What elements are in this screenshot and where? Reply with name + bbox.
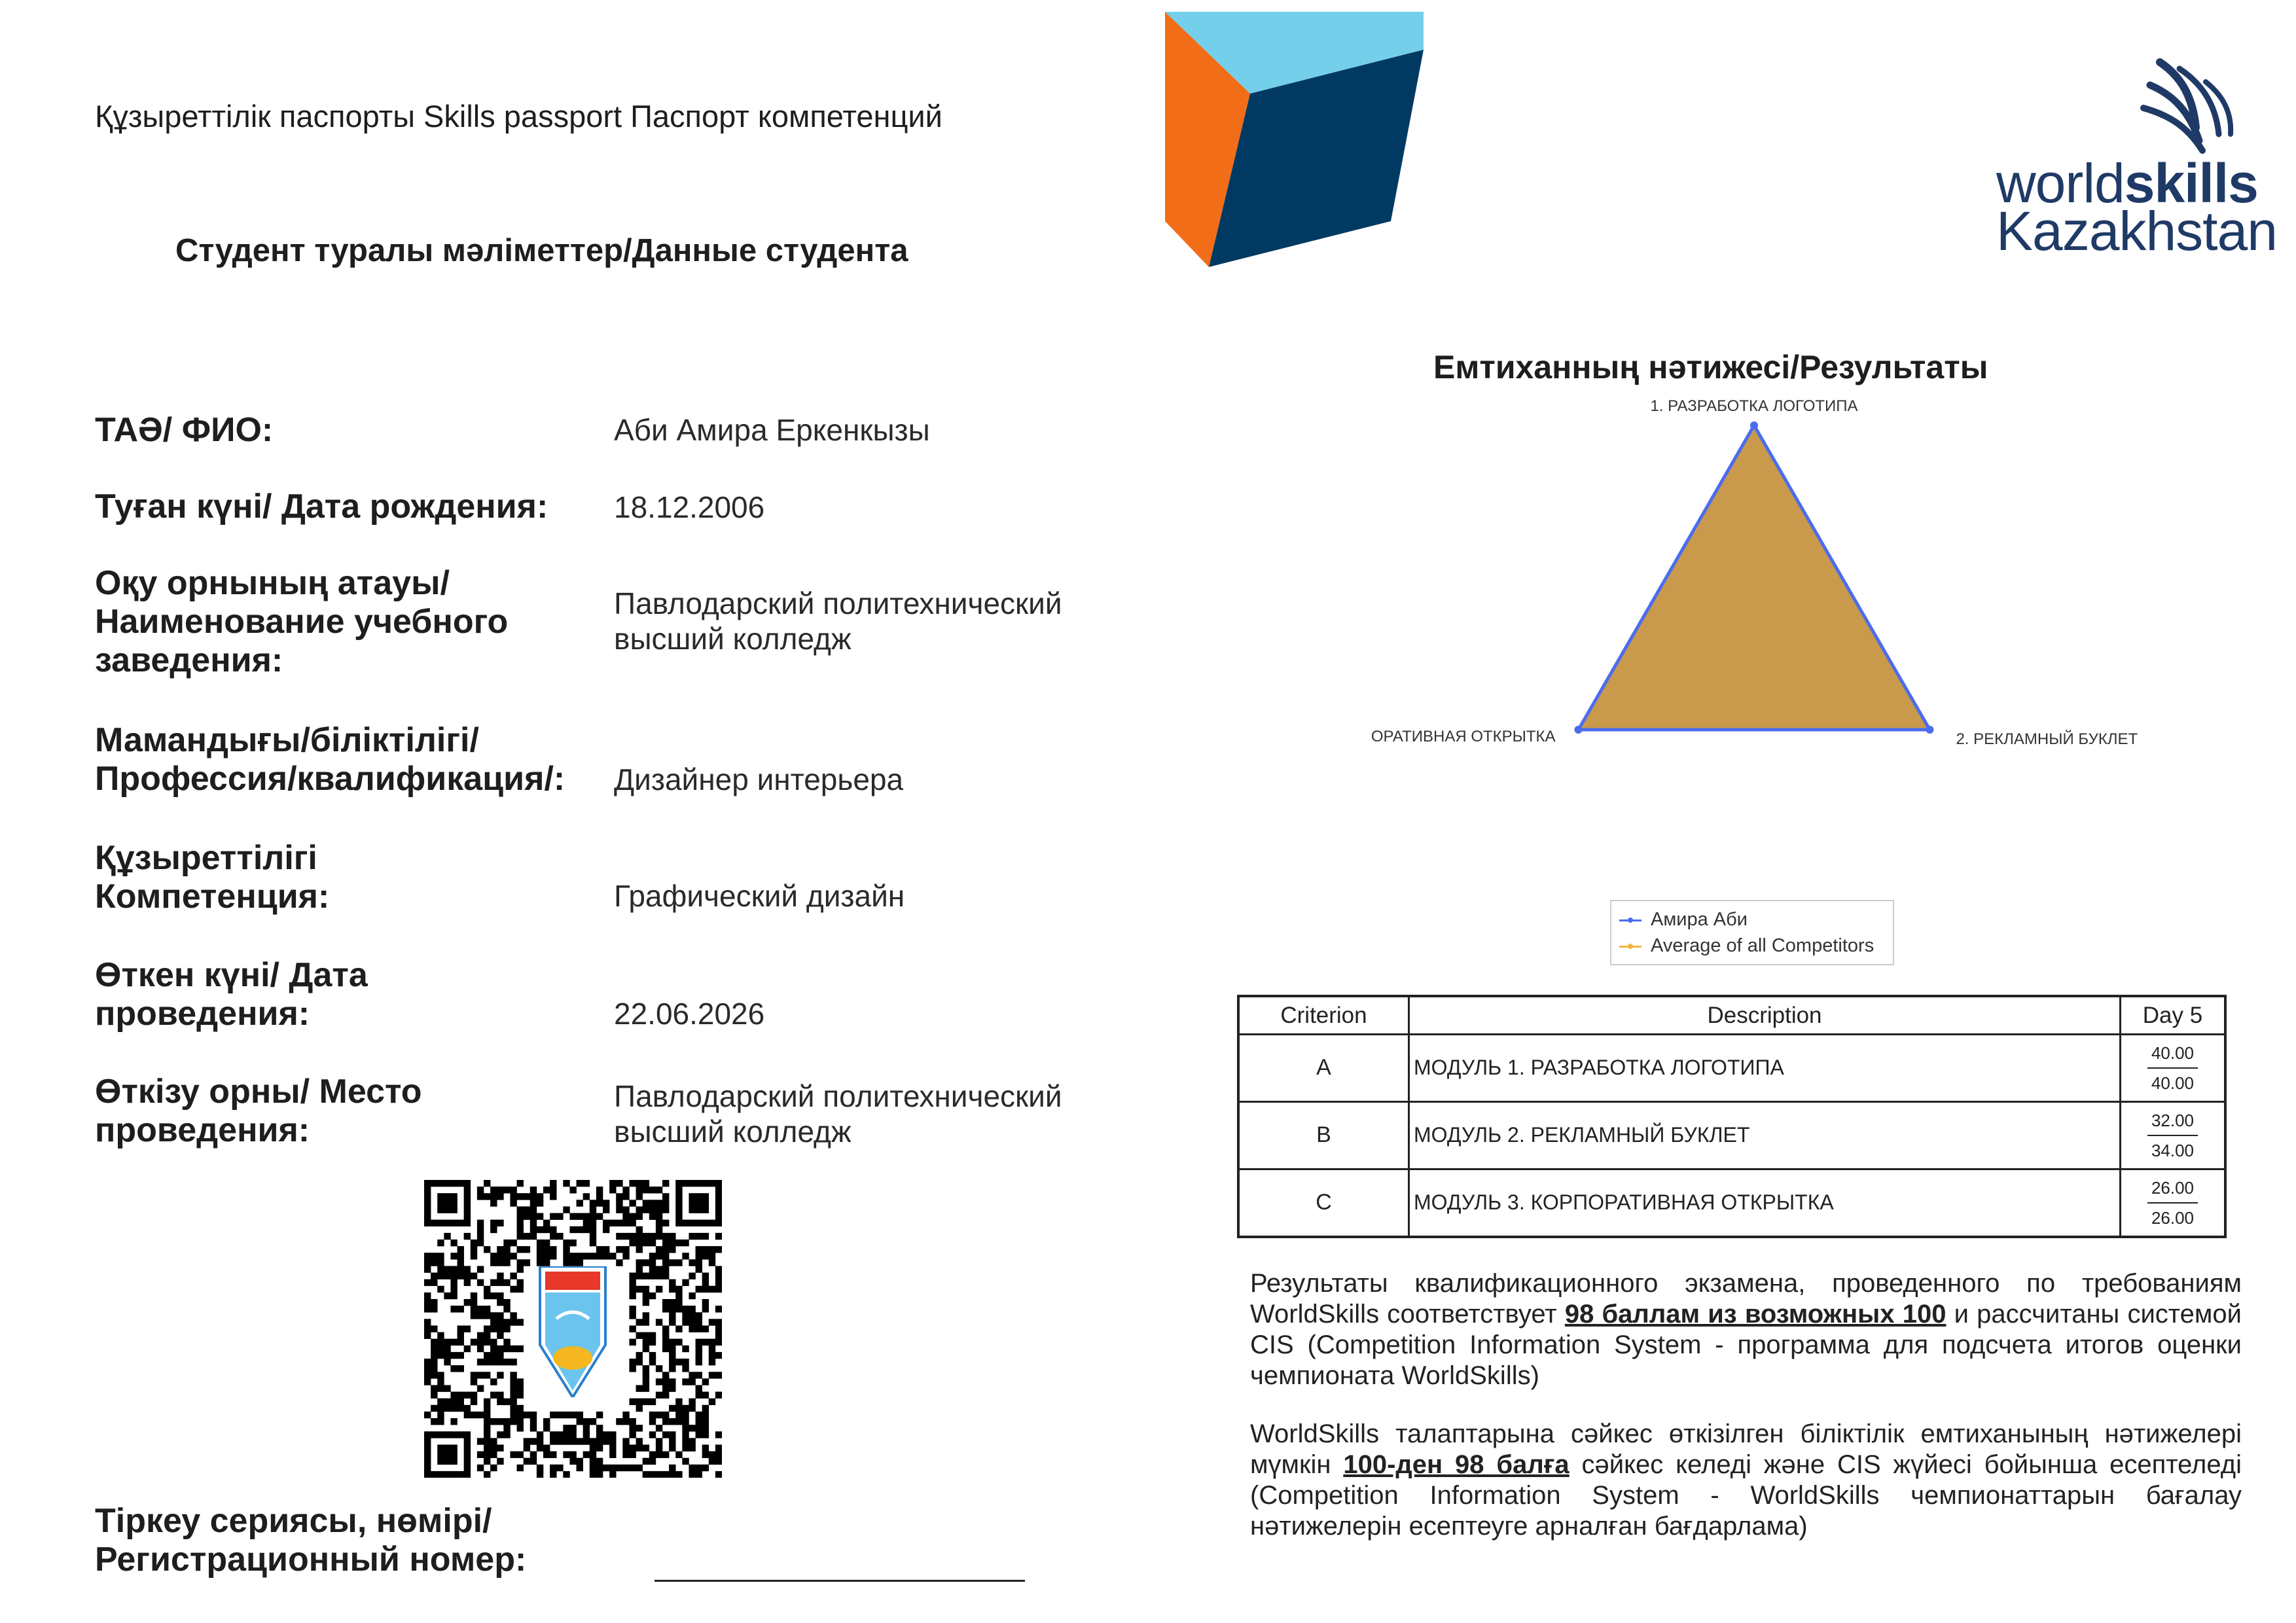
score-value: 32.00 bbox=[2147, 1106, 2198, 1136]
description-cell: МОДУЛЬ 2. РЕКЛАМНЫЙ БУКЛЕТ bbox=[1409, 1101, 2121, 1169]
field-value-exam-date: 22.06.2026 bbox=[614, 997, 765, 1031]
field-label-competence: Құзыреттілігі Компетенция: bbox=[95, 839, 330, 916]
table-row bbox=[1238, 1101, 2225, 1169]
field-label-profession: Мамандығы/біліктілігі/ Профессия/квалификация/: bbox=[95, 721, 565, 798]
table-row bbox=[1238, 1169, 2225, 1237]
student-point-2 bbox=[1926, 726, 1933, 734]
field-value-competence: Графический дизайн bbox=[614, 879, 905, 913]
legend-swatch-average bbox=[1619, 946, 1641, 948]
field-value-profession: Дизайнер интерьера bbox=[614, 762, 904, 796]
legend-label-average: Average of all Competitors bbox=[1651, 935, 1874, 956]
field-value-fio: Аби Амира Еркенкызы bbox=[614, 413, 930, 447]
results-note-kz bbox=[1250, 1419, 2242, 1542]
score-cell bbox=[2121, 1101, 2226, 1169]
results-note-ru bbox=[1250, 1268, 2242, 1391]
cube-logo bbox=[1165, 12, 1427, 267]
note-kz-text-1: WorldSkills талаптарына сәйкес өткізілген біліктілік емтиханының нәтижелері мүмкін bbox=[1250, 1419, 2242, 1479]
radar-axis-label-1: 1. РАЗРАБОТКА ЛОГОТИПА bbox=[1650, 397, 1858, 415]
column-header-criterion: Criterion bbox=[1238, 996, 1409, 1035]
note-ru-text-2: и рассчитаны системой CIS (Competition Information System - программа для подсчета итогов оценки чемпионата WorldSkills) bbox=[1250, 1300, 2242, 1390]
chart-legend bbox=[1610, 900, 1894, 965]
college-emblem-icon bbox=[533, 1266, 612, 1397]
column-header-description: Description bbox=[1409, 996, 2121, 1035]
logo-skills: skills bbox=[2124, 152, 2258, 214]
note-ru-score: 98 баллам из возможных 100 bbox=[1564, 1300, 1946, 1329]
passport-title: Құзыреттілік паспорты Skills passport Паспорт компетенций bbox=[95, 99, 942, 134]
criterion-cell: C bbox=[1238, 1169, 1409, 1237]
field-value-venue: Павлодарский политехнический высший колледж bbox=[614, 1079, 1062, 1149]
criterion-cell: A bbox=[1238, 1035, 1409, 1102]
field-value-birthdate: 18.12.2006 bbox=[614, 490, 765, 524]
table-row bbox=[1238, 1035, 2225, 1102]
results-table bbox=[1237, 995, 2227, 1238]
student-point-3 bbox=[1575, 726, 1583, 734]
registration-number-line[interactable] bbox=[655, 1580, 1025, 1582]
legend-item-student bbox=[1619, 909, 1748, 931]
score-value: 26.00 bbox=[2147, 1173, 2198, 1204]
note-kz-score: 100-ден 98 балға bbox=[1343, 1450, 1570, 1479]
description-cell: МОДУЛЬ 3. КОРПОРАТИВНАЯ ОТКРЫТКА bbox=[1409, 1169, 2121, 1237]
field-label-exam-date: Өткен күні/ Дата проведения: bbox=[95, 956, 368, 1033]
field-value-institution: Павлодарский политехнический высший колледж bbox=[614, 586, 1062, 656]
worldskills-swirl-icon bbox=[2134, 56, 2238, 160]
score-max: 34.00 bbox=[2151, 1140, 2195, 1160]
criterion-cell: B bbox=[1238, 1101, 1409, 1169]
series-area-average bbox=[1579, 425, 1930, 730]
results-heading: Емтиханның нәтижесі/Результаты bbox=[1433, 349, 1988, 385]
score-max: 40.00 bbox=[2151, 1073, 2195, 1093]
legend-item-average bbox=[1619, 935, 1874, 957]
radar-axis-label-3: ОРАТИВНАЯ ОТКРЫТКА bbox=[1371, 728, 1556, 745]
note-kz-text-2: сәйкес келеді және CIS жүйесі бойынша есептеледі (Competition Information System - WorldSkills чемпионаттарын бағалау нәтижелерін есептеуге арналған бағдарлама) bbox=[1250, 1450, 2242, 1541]
column-header-day5: Day 5 bbox=[2121, 996, 2226, 1035]
description-cell: МОДУЛЬ 1. РАЗРАБОТКА ЛОГОТИПА bbox=[1409, 1035, 2121, 1102]
score-cell bbox=[2121, 1169, 2226, 1237]
field-label-venue: Өткізу орны/ Место проведения: bbox=[95, 1073, 422, 1149]
score-max: 26.00 bbox=[2151, 1207, 2195, 1228]
logo-world: world bbox=[1996, 152, 2125, 214]
radar-axis-label-2: 2. РЕКЛАМНЫЙ БУКЛЕТ bbox=[1956, 730, 2138, 748]
legend-swatch-student bbox=[1619, 919, 1641, 921]
student-point-1 bbox=[1750, 421, 1758, 429]
score-value: 40.00 bbox=[2147, 1039, 2198, 1069]
score-cell bbox=[2121, 1035, 2226, 1102]
logo-kazakhstan: Kazakhstan bbox=[1996, 200, 2277, 262]
legend-label-student: Амира Аби bbox=[1651, 909, 1748, 930]
student-data-heading: Студент туралы мәліметтер/Данные студента bbox=[175, 233, 908, 268]
field-label-fio: ТАӘ/ ФИО: bbox=[95, 411, 274, 449]
registration-label: Тіркеу сериясы, нөмірі/ Регистрационный номер: bbox=[95, 1502, 527, 1578]
results-radar-chart bbox=[1335, 386, 2225, 792]
note-ru-text-1: Результаты квалификационного экзамена, проведенного по требованиям WorldSkills соответствует bbox=[1250, 1269, 2242, 1329]
field-label-institution: Оқу орнының атауы/ Наименование учебного заведения: bbox=[95, 564, 509, 679]
field-label-birthdate: Туған күні/ Дата рождения: bbox=[95, 488, 548, 526]
